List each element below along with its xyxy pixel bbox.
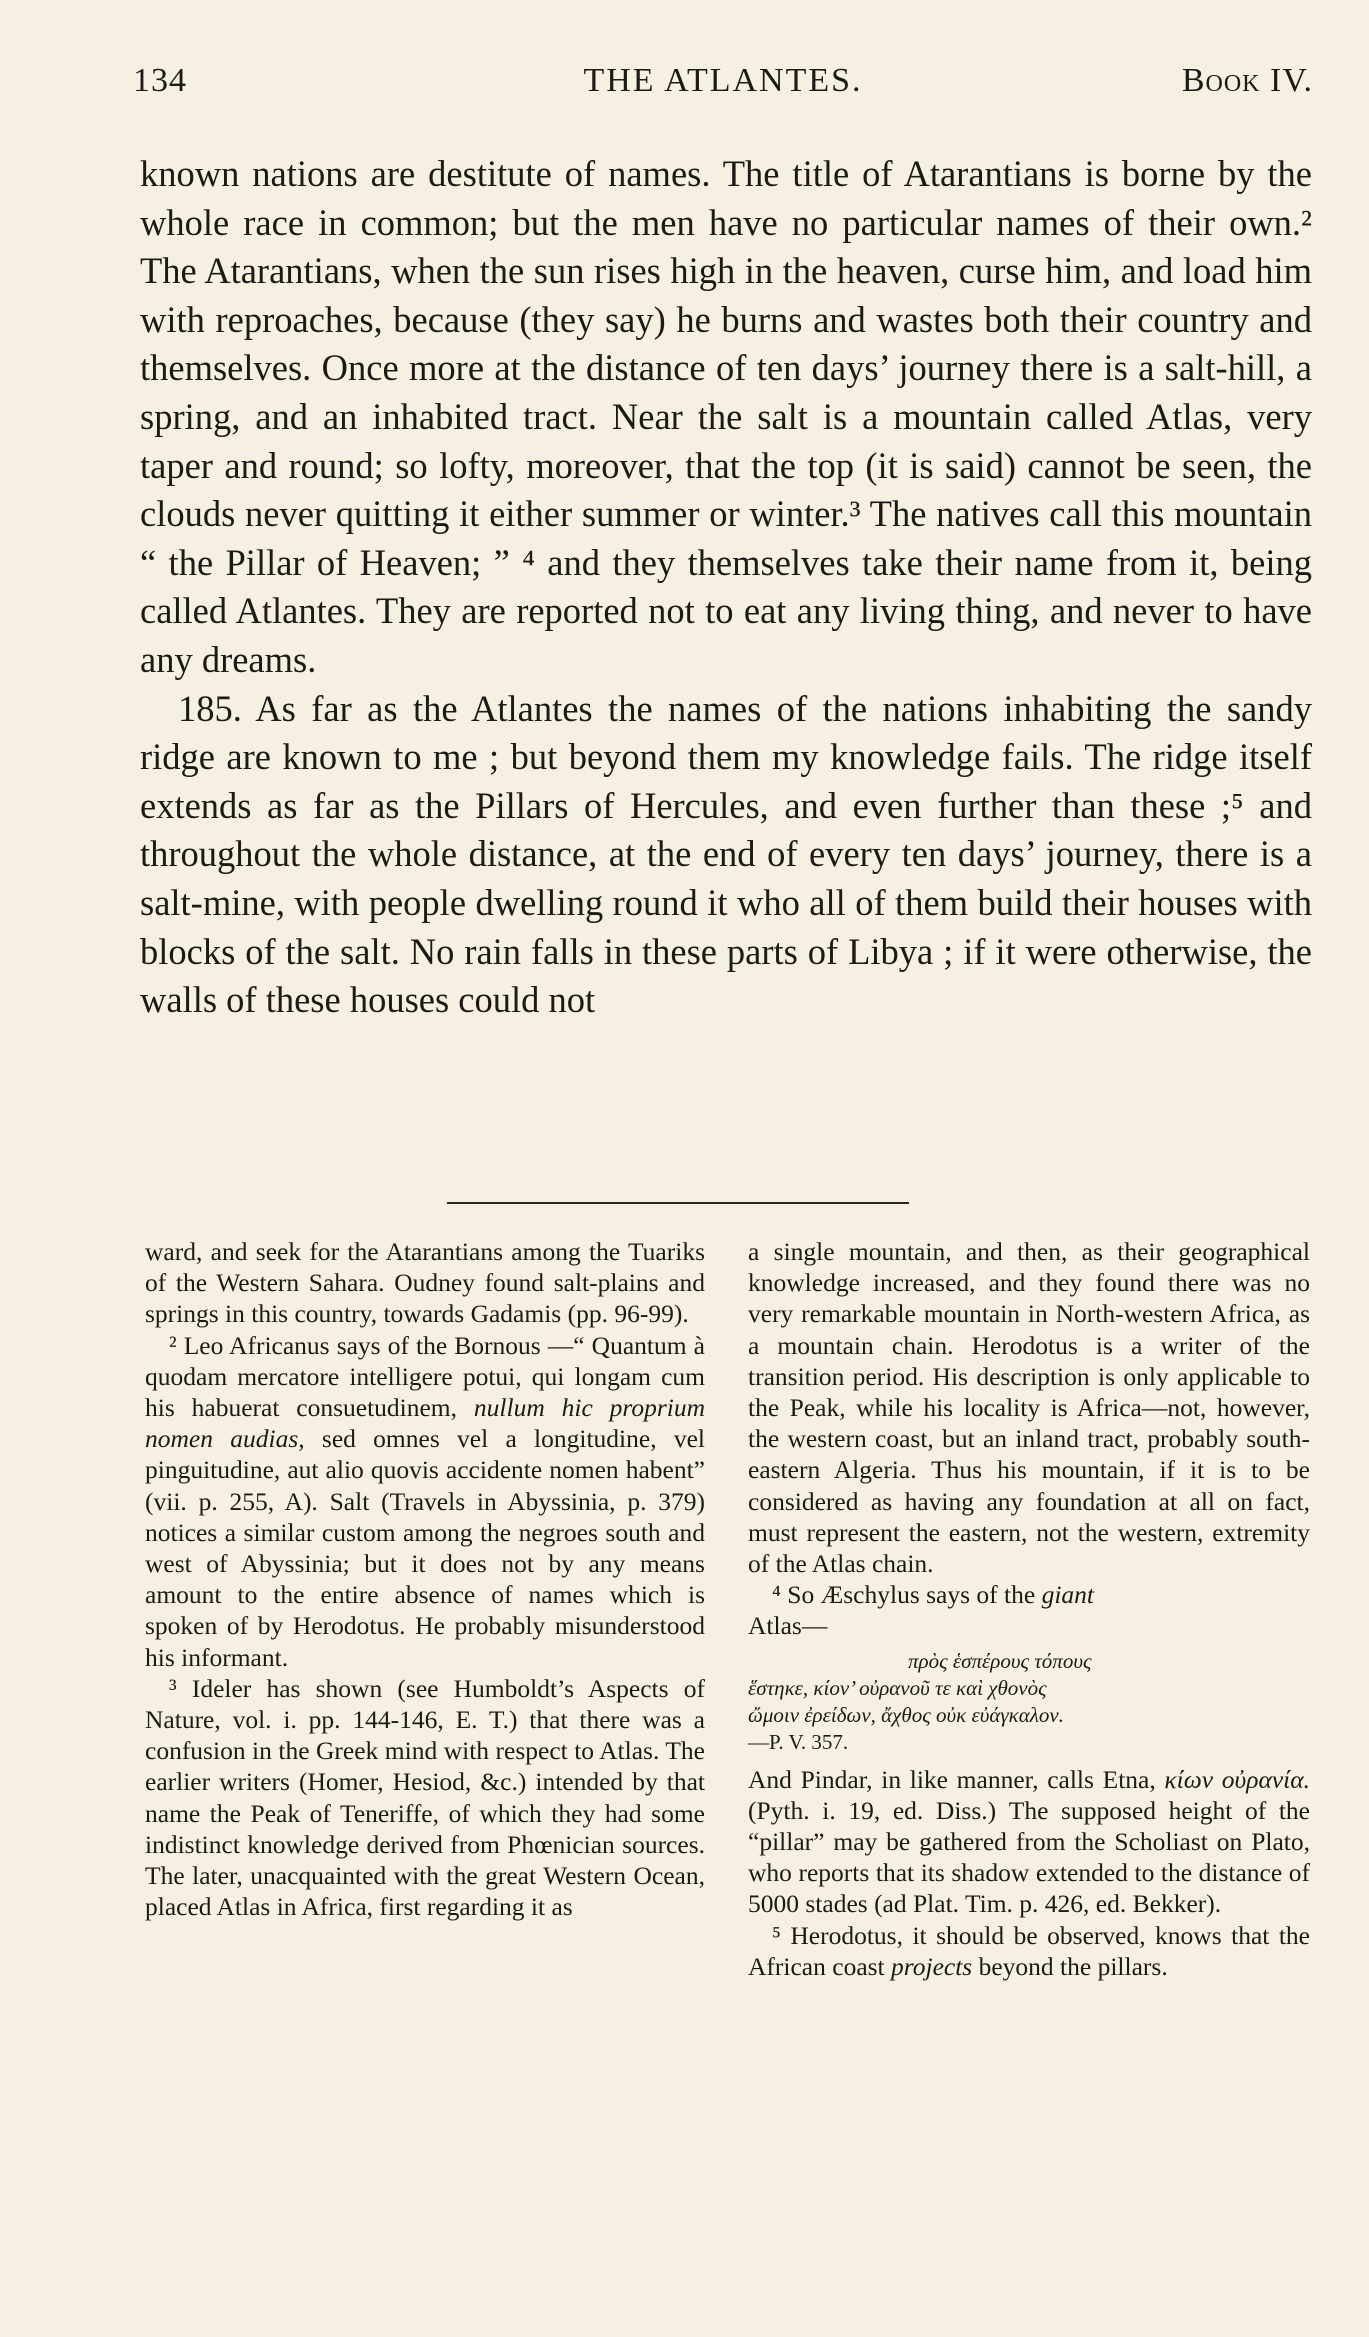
page-number: 134 bbox=[133, 62, 187, 99]
footnotes-right-column bbox=[748, 1236, 1310, 1982]
footnote-divider bbox=[447, 1202, 909, 1204]
footnote-text: Atlas— bbox=[748, 1611, 828, 1641]
footnote-continuation: ward, and seek for the Atarantians among the Tuariks of the Western Sahara. Oudney found salt-plains and springs in this country, towards Gadamis (pp. 96-99). bbox=[145, 1237, 705, 1329]
footnote-text: beyond the pillars. bbox=[978, 1951, 1168, 1981]
greek-line: ἕστηκε, κίον’ οὐρανοῦ τε καὶ χθονὸς bbox=[748, 1675, 1047, 1700]
footnote-text: ⁵ Herodotus, it should be observed, knows that the African coast bbox=[748, 1920, 1310, 1981]
book-label: Book IV. bbox=[1181, 62, 1313, 99]
greek-line: πρὸς ἑσπέρους τόπους bbox=[908, 1648, 1092, 1673]
greek-quotation bbox=[748, 1648, 1310, 1756]
footnote-italic: projects bbox=[891, 1951, 973, 1981]
footnote-text: ⁴ So Æschylus says of the bbox=[772, 1580, 1036, 1610]
footnotes-left-column bbox=[145, 1236, 705, 1922]
running-header bbox=[133, 62, 1313, 112]
footnote-2 bbox=[145, 1330, 705, 1673]
main-text bbox=[140, 150, 1312, 1025]
footnote-3: ³ Ideler has shown (see Humboldt’s Aspects of Nature, vol. i. pp. 144-146, E. T.) that there was a confusion in the Greek mind with respect to Atlas. The earlier writers (Homer, Hesiod, &c.) intended by that name the Peak of Teneriffe, of which they had some indistinct knowledge derived from Phœnician sources. The later, unacquainted with the great Western Ocean, placed Atlas in Africa, first regarding it as bbox=[145, 1673, 705, 1922]
footnote-3-continuation: a single mountain, and then, as their geographical knowledge increased, and they found there was no very remarkable mountain in North-western Africa, as a mountain chain. Herodotus is a writer of the transition period. His description is only applicable to the Peak, while his locality is Africa—not, however, the western coast, but an inland tract, probably south-eastern Algeria. Thus his mountain, if it is to be considered as having any foundation at all on fact, must represent the eastern, not the western, extremity of the Atlas chain. bbox=[748, 1237, 1310, 1579]
pindar-greek: κίων οὐρανία. bbox=[1164, 1764, 1311, 1794]
footnote-5 bbox=[748, 1920, 1310, 1982]
footnote-text: And Pindar, in like manner, calls Etna, bbox=[748, 1764, 1156, 1794]
footnote-text: sed omnes vel a longitudine, vel pinguitudine, aut alio quovis accidente nomen habent” (vii. p. 255, A). Salt (Travels in Abyssinia, p. 379) notices a similar custom among the negroes south and west of Abyssinia; but it does not by any means amount to the entire absence of names which is spoken of by Herodotus. He probably misunderstood his informant. bbox=[145, 1424, 705, 1672]
running-title: THE ATLANTES. bbox=[583, 62, 863, 99]
footnote-4 bbox=[748, 1579, 1310, 1641]
greek-citation: —P. V. 357. bbox=[748, 1729, 849, 1754]
greek-line bbox=[748, 1702, 1310, 1756]
footnote-italic: giant bbox=[1041, 1580, 1094, 1610]
main-paragraph-185: 185. As far as the Atlantes the names of the nations inhabiting the sandy ridge are known to me ; but beyond them my knowledge fails. The ridge itself extends as far as the Pillars of Hercules, and even further than these ;⁵ and throughout the whole distance, at the end of every ten days’ journey, there is a salt-mine, with people dwelling round it who all of them build their houses with blocks of the salt. No rain falls in these parts of Libya ; if it were otherwise, the walls of these houses could not bbox=[140, 687, 1312, 1021]
greek-text: ὤμοιν ἐρείδων, ἄχθος οὐκ εὐάγκαλον. bbox=[748, 1702, 1064, 1727]
pindar-note bbox=[748, 1764, 1310, 1920]
main-paragraph: known nations are destitute of names. The title of Atarantians is borne by the whole race in common; but the men have no particular names of their own.² The Atarantians, when the sun rises high in the heaven, curse him, and load him with reproaches, because (they say) he burns and wastes both their country and themselves. Once more at the distance of ten days’ journey there is a salt-hill, a spring, and an inhabited tract. Near the salt is a mountain called Atlas, very taper and round; so lofty, moreover, that the top (it is said) cannot be seen, the clouds never quitting it either summer or winter.³ The natives call this mountain “ the Pillar of Heaven; ” ⁴ and they themselves take their name from it, being called Atlantes. They are reported not to eat any living thing, and never to have any dreams. bbox=[140, 153, 1312, 680]
footnote-text: (Pyth. i. 19, ed. Diss.) The supposed height of the “pillar” may be gathered from the Scholiast on Plato, who reports that its shadow extended to the distance of 5000 stades (ad Plat. Tim. p. 426, ed. Bekker). bbox=[748, 1795, 1310, 1919]
footnote-italic: nullum hic proprium nomen audias, bbox=[145, 1393, 706, 1454]
footnote-text: ² Leo Africanus says of the Bornous —“ Quantum à quodam mercatore intelligere potui, qui longam cum his habuerat consuetudinem, bbox=[145, 1330, 705, 1423]
